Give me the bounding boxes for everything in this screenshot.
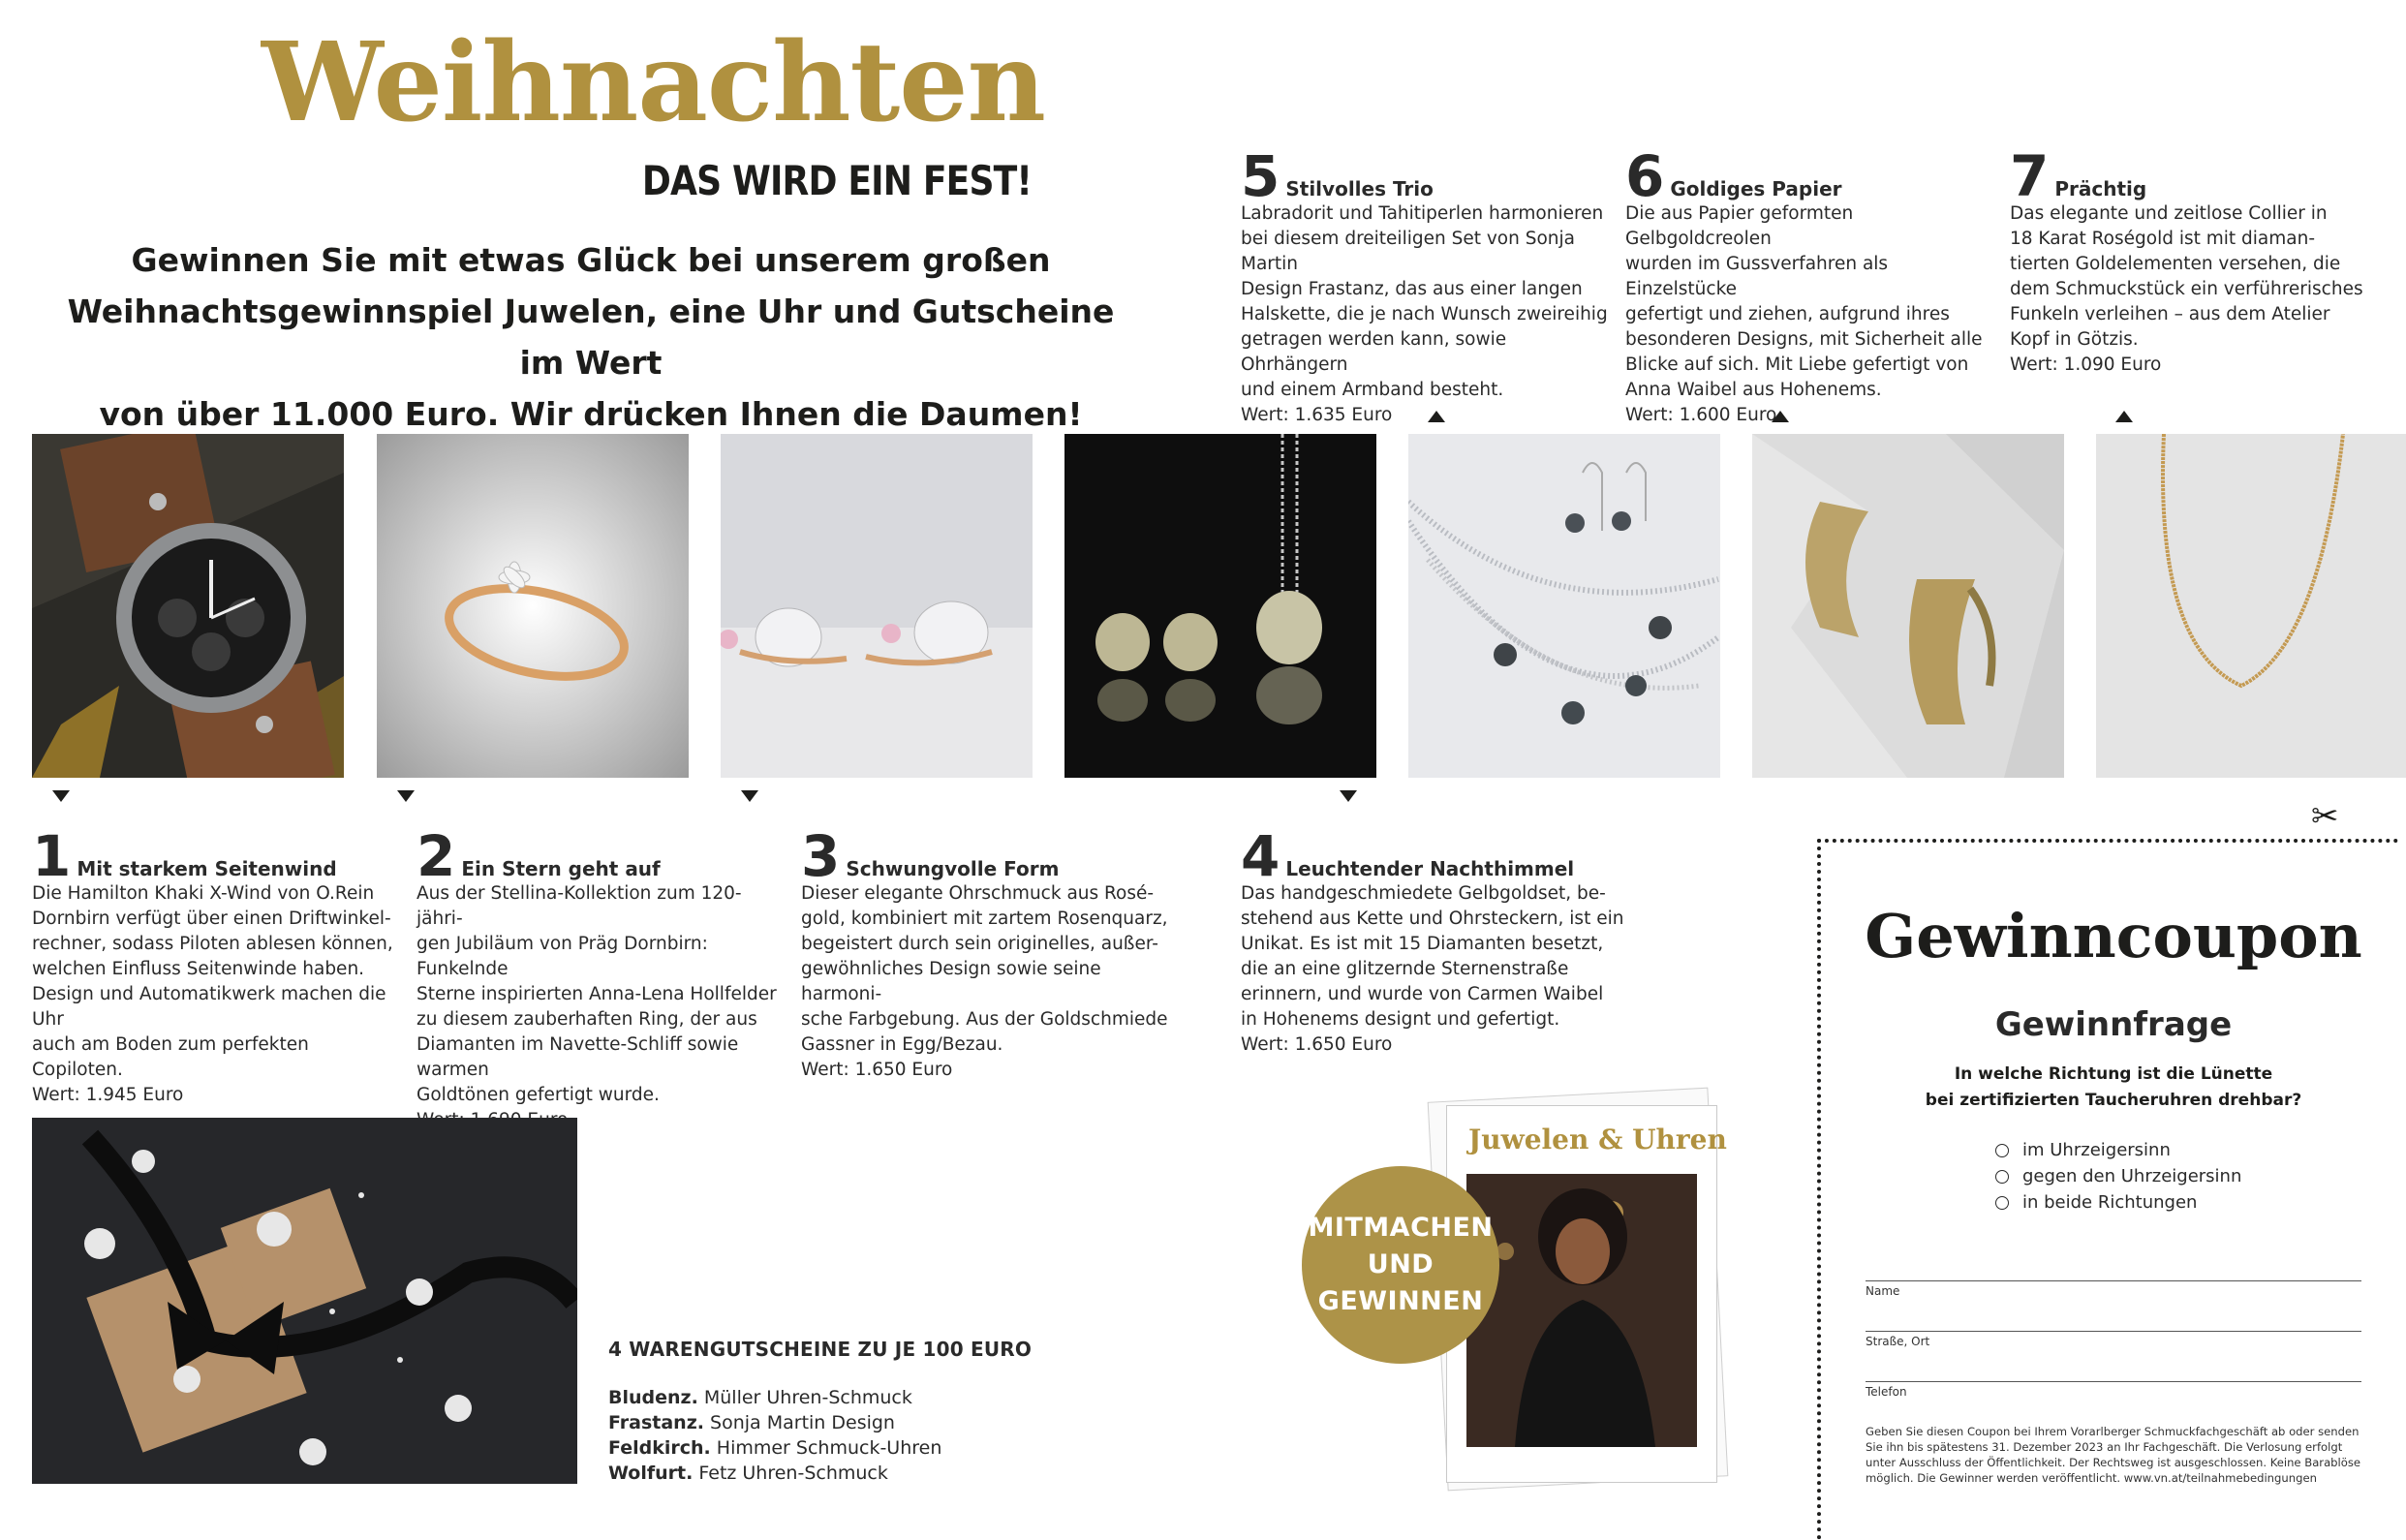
voucher-town: Bludenz.: [608, 1387, 698, 1408]
prize-title: Schwungvolle Form: [846, 857, 1060, 880]
intro-line: Weihnachtsgewinnspiel Juwelen, eine Uhr und Gutscheine im Wert: [67, 293, 1115, 382]
photo-earrings-rose: [721, 434, 1033, 778]
arrow-down-icon: [52, 790, 70, 802]
prize-description: Aus der Stellina-Kollektion zum 120-jähri- gen Jubiläum von Präg Dornbirn: Funkelnde Sterne inspirierten Anna-Lena Hollfelder zu diesem zauberhaften Ring, der aus Diamanten im Navette-Schliff sowie warmen Goldtönen gefertigt wurde.: [416, 883, 777, 1105]
arrow-up-icon: [1772, 411, 1789, 422]
gold-set-image: [1064, 434, 1376, 778]
voucher-name: Fetz Uhren-Schmuck: [698, 1463, 888, 1484]
badge-line: GEWINNEN: [1317, 1286, 1484, 1316]
prize-value: Wert: 1.945 Euro: [32, 1085, 184, 1105]
arrow-down-icon: [397, 790, 415, 802]
earrings-rose-image: [721, 434, 1033, 778]
prize-value: Wert: 1.600 Euro: [1625, 405, 1777, 425]
mitmachen-badge: [1302, 1166, 1499, 1364]
intro-line: Gewinnen Sie mit etwas Glück bei unserem großen: [131, 241, 1051, 279]
voucher-shop: [608, 1410, 1032, 1435]
prize-3-text: [801, 823, 1179, 1083]
prize-description: Das elegante und zeitlose Collier in 18 Karat Roségold ist mit diaman- tierten Goldelementen versehen, die dem Schmuckstück ein verführerisches Funkeln verleihen – aus dem Atelier Kopf in Götzis.: [2010, 203, 2363, 350]
answer-label: im Uhrzeigersinn: [2022, 1140, 2171, 1160]
question-line: bei zertifizierten Taucheruhren drehbar?: [1925, 1091, 2302, 1110]
badge-line: UND: [1367, 1249, 1434, 1279]
photo-gold-hoops: [1752, 434, 2064, 778]
answer-options: [1995, 1137, 2241, 1216]
phone-label: Telefon: [1866, 1385, 1907, 1399]
badge-line: MITMACHEN: [1308, 1213, 1494, 1243]
photo-watch: [32, 434, 344, 778]
gold-hoops-image: [1752, 434, 2064, 778]
address-label: Straße, Ort: [1866, 1335, 1930, 1348]
coupon-fineprint: Geben Sie diesen Coupon bei Ihrem Vorarlberger Schmuckfachgeschäft ab oder senden Sie ihn bis spätestens 31. Dezember 2023 an Ihr Fachgeschäft. Die Verlosung erfolgt unter Ausschluss der Öffentlichkeit. Der Rechtsweg ist ausgeschlossen. Keine Barablöse möglich. Die Gewinner werden veröffentlicht. www.vn.at/teilnahmebedingungen: [1866, 1425, 2361, 1485]
answer-option[interactable]: [1995, 1163, 2241, 1189]
vouchers-block: [608, 1337, 1032, 1486]
prize-description: Das handgeschmiedete Gelbgoldset, be- stehend aus Kette und Ohrsteckern, ist ein Unikat. Es ist mit 15 Diamanten besetzt, die an eine glitzernde Sternenstraße erinnern, und wurde von Carmen Waibel in Hohenems designt und gefertigt.: [1241, 883, 1624, 1030]
prize-value: Wert: 1.635 Euro: [1241, 405, 1393, 425]
prize-1-text: [32, 823, 400, 1108]
prize-5-text: [1241, 143, 1609, 428]
voucher-shop: [608, 1461, 1032, 1486]
photo-collier: [2096, 434, 2406, 778]
prize-number: 2: [416, 823, 454, 889]
prize-value: Wert: 1.090 Euro: [2010, 354, 2162, 375]
prize-description: Die Hamilton Khaki X-Wind von O.Rein Dornbirn verfügt über einen Driftwinkel- rechner, sodass Piloten ablesen können, welchen Einfluss Seitenwinde haben. Design und Automatikwerk machen die Uhr auch am Boden zum perfekten Copiloten.: [32, 883, 393, 1080]
page-subtitle: DAS WIRD EIN FEST!: [641, 157, 1032, 204]
prize-number: 1: [32, 823, 70, 889]
prize-number: 4: [1241, 823, 1279, 889]
prize-title: Prächtig: [2054, 177, 2147, 200]
page-title: Weihnachten: [262, 19, 1045, 146]
prize-description: Dieser elegante Ohrschmuck aus Rosé- gold, kombiniert mit zartem Rosenquarz, begeistert durch sein originelles, außer- gewöhnliches Design sowie seine harmoni- sche Farbgebung. Aus der Goldschmiede Gassner in Egg/Bezau.: [801, 883, 1168, 1055]
answer-label: in beide Richtungen: [2022, 1192, 2198, 1213]
scissors-icon: ✂: [2311, 798, 2339, 835]
prize-6-text: [1625, 143, 1993, 428]
voucher-name: Himmer Schmuck-Uhren: [716, 1437, 942, 1459]
ring-image: [377, 434, 689, 778]
prize-description: Die aus Papier geformten Gelbgoldcreolen wurden im Gussverfahren als Einzelstücke gefertigt und ziehen, aufgrund ihres besonderen Designs, mit Sicherheit alle Blicke auf sich. Mit Liebe gefertigt von Anna Waibel aus Hohenems.: [1625, 203, 1983, 400]
photo-gold-set: [1064, 434, 1376, 778]
name-label: Name: [1866, 1284, 1900, 1298]
prize-4-text: [1241, 823, 1628, 1058]
coupon-question-heading: Gewinnfrage: [1994, 1005, 2233, 1044]
prize-7-text: [2010, 143, 2378, 378]
intro-text: [58, 234, 1124, 440]
radio-button[interactable]: [1995, 1196, 2009, 1210]
gifts-image: [32, 1118, 577, 1484]
photo-ring: [377, 434, 689, 778]
vouchers-heading: 4 WARENGUTSCHEINE ZU JE 100 EURO: [608, 1338, 1033, 1361]
collier-image: [2096, 434, 2406, 778]
arrow-down-icon: [1340, 790, 1357, 802]
answer-option[interactable]: [1995, 1189, 2241, 1216]
voucher-name: Sonja Martin Design: [710, 1412, 895, 1433]
pearl-set-image: [1408, 434, 1720, 778]
prize-2-text: [416, 823, 785, 1133]
prize-title: Mit starkem Seitenwind: [77, 857, 337, 880]
address-field[interactable]: [1866, 1331, 2361, 1332]
coupon-question: [1817, 1062, 2406, 1114]
prize-value: Wert: 1.650 Euro: [801, 1060, 953, 1080]
arrow-up-icon: [1428, 411, 1445, 422]
prize-number: 6: [1625, 143, 1663, 209]
prize-number: 5: [1241, 143, 1279, 209]
prize-number: 3: [801, 823, 839, 889]
radio-button[interactable]: [1995, 1170, 2009, 1184]
prize-title: Ein Stern geht auf: [461, 857, 661, 880]
voucher-shop: [608, 1435, 1032, 1461]
prize-title: Goldiges Papier: [1670, 177, 1842, 200]
radio-button[interactable]: [1995, 1144, 2009, 1157]
watch-image: [32, 434, 344, 778]
prize-value: Wert: 1.650 Euro: [1241, 1034, 1393, 1055]
answer-option[interactable]: [1995, 1137, 2241, 1163]
photo-gifts: [32, 1118, 577, 1484]
voucher-shop: [608, 1385, 1032, 1410]
voucher-town: Wolfurt.: [608, 1463, 694, 1484]
voucher-name: Müller Uhren-Schmuck: [703, 1387, 912, 1408]
prize-title: Stilvolles Trio: [1285, 177, 1434, 200]
phone-field[interactable]: [1866, 1381, 2361, 1382]
voucher-town: Feldkirch.: [608, 1437, 711, 1459]
intro-line: von über 11.000 Euro. Wir drücken Ihnen die Daumen!: [99, 395, 1083, 433]
prize-title: Leuchtender Nachthimmel: [1285, 857, 1575, 880]
coupon-title: Gewinncoupon: [1865, 901, 2362, 971]
photo-pearl-set: [1408, 434, 1720, 778]
magazine-title: Juwelen & Uhren: [1468, 1124, 1727, 1155]
arrow-up-icon: [2115, 411, 2133, 422]
arrow-down-icon: [741, 790, 758, 802]
voucher-town: Frastanz.: [608, 1412, 704, 1433]
answer-label: gegen den Uhrzeigersinn: [2022, 1166, 2242, 1186]
name-field[interactable]: [1866, 1280, 2361, 1281]
question-line: In welche Richtung ist die Lünette: [1954, 1064, 2273, 1084]
prize-description: Labradorit und Tahitiperlen harmonieren bei diesem dreiteiligen Set von Sonja Martin Design Frastanz, das aus einer langen Halskette, die je nach Wunsch zweireihig getragen werden kann, sowie Ohrhängern und einem Armband besteht.: [1241, 203, 1608, 400]
prize-number: 7: [2010, 143, 2048, 209]
